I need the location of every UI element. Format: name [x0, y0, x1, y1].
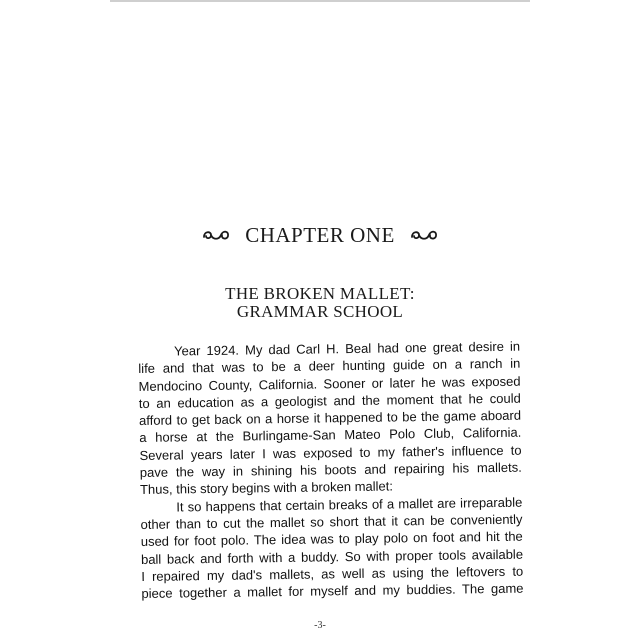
body-line: pave the way in shining his boots and repairing his mallets.	[139, 459, 522, 481]
body-line: a horse at the Burlingame-San Mateo Polo Club, California.	[139, 425, 522, 446]
body-line: to an education as a geologist and the moment that he could	[138, 390, 521, 411]
body-line: Year 1924. My dad Carl H. Beal had one great desire in	[174, 338, 521, 359]
scroll-ornament-left-icon	[201, 228, 231, 242]
section-title-line1: THE BROKEN MALLET:	[225, 284, 415, 303]
body-line: I repaired my dad's mallets, as well as using the leftovers to	[141, 563, 524, 584]
body-line: life and that was to be a deer hunting guide on a ranch in	[138, 355, 521, 377]
body-line: ball back and forth with a buddy. So with proper tools available	[140, 546, 524, 567]
body-line: It so happens that certain breaks of a mallet are irreparable	[176, 494, 523, 515]
body-line: Several years later I was exposed to my father's influence to	[139, 442, 522, 463]
scroll-ornament-right-icon	[409, 228, 439, 242]
body-line: piece together a mallet for myself and my buddies. The game	[141, 580, 524, 602]
body-line: Mendocino County, California. Sooner or later he was exposed	[138, 373, 521, 394]
section-title-line2: GRAMMAR SCHOOL	[236, 302, 404, 321]
body-line: other than to cut the mallet so short that it can be conveniently	[140, 511, 523, 532]
chapter-heading	[0, 220, 640, 250]
body-line: used for foot polo. The idea was to play polo on foot and hit the	[140, 528, 523, 550]
page-top-edge	[110, 0, 530, 2]
body-line: Thus, this story begins with a broken mallet:	[139, 478, 394, 498]
page-number: -3-	[314, 620, 326, 631]
chapter-title: CHAPTER ONE	[245, 222, 395, 247]
body-line: afford to get back on a horse it happened to be the game aboard	[138, 407, 522, 429]
body-text	[138, 338, 524, 603]
